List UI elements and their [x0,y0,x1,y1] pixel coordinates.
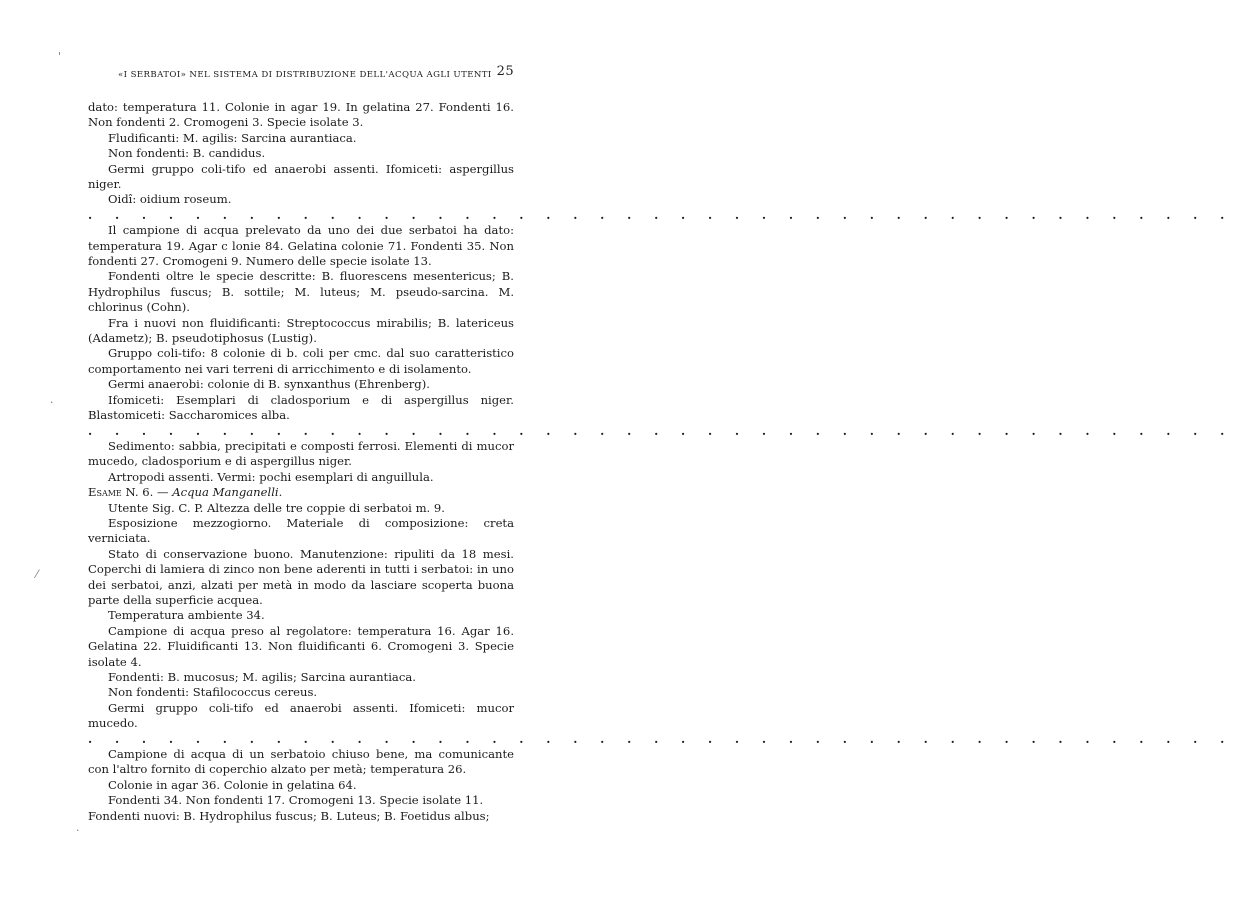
paragraph: dato: temperatura 11. Colonie in agar 19. In gelatina 27. Fondenti 16. Non fondenti 2. Cromogeni 3. Specie isolate 3. [88,100,514,130]
page-body [88,100,1234,824]
dotted-separator: . . . . . . . . . . . . . . . . . . . . . . . . . . . . . . . . . . . . . . . . . . . [88,207,1234,222]
paragraph: Ifomiceti: Esemplari di cladosporium e di aspergillus niger. Blastomiceti: Saccharomices alba. [88,392,514,423]
paragraph: Il campione di acqua prelevato da uno dei due serbatoi ha dato: temperatura 19. Agar c lonie 84. Gelatina colonie 71. Fondenti 35. Non fondenti 27. Cromogeni 9. Numero delle specie isolate 13. [88,223,514,269]
paragraph: Sedimento: sabbia, precipitati e composti ferrosi. Elementi di mucor mucedo, cladosporium e di aspergillus niger. [88,438,514,469]
paragraph: Gruppo coli-tifo: 8 colonie di b. coli per cmc. dal suo caratteristico comportamento nei vari terreni di arricchimento e di isolamento. [88,346,514,376]
paragraph: Non fondenti: Stafilococcus cereus. [108,685,318,700]
section-heading [88,485,514,500]
paragraph: Oidî: oidium roseum. [108,192,232,207]
paragraph: Fondenti nuovi: B. Hydrophilus fuscus; B. Luteus; B. Foetidus albus; [88,808,490,823]
dotted-separator: . . . . . . . . . . . . . . . . . . . . . . . . . . . . . . . . . . . . . . . . . . . [88,731,1234,746]
section-title: Acqua Manganelli. [172,485,283,500]
paragraph: Temperatura ambiente 34. [108,608,265,623]
page-number: 25 [496,64,514,79]
paragraph: Fludificanti: M. agilis: Sarcina aurantiaca. [108,130,357,145]
paragraph: Stato di conservazione buono. Manutenzione: ripuliti da 18 mesi. Coperchi di lamiera di zinco non bene aderenti in tutti i serbatoi: in uno dei serbatoi, anzi, alzati per metà in modo da lasciare scoperta buona parte della superficie acquea. [88,546,514,607]
paragraph: Artropodi assenti. Vermi: pochi esemplari di anguillula. [108,469,434,484]
paragraph: Esposizione mezzogiorno. Materiale di composizione: creta verniciata. [88,515,514,546]
margin-mark-bottom: · [76,824,80,837]
paragraph: Fondenti 34. Non fondenti 17. Cromogeni 13. Specie isolate 11. [108,793,484,808]
paragraph: Germi anaerobi: colonie di B. synxanthus (Ehrenberg). [108,377,430,392]
paragraph: Fondenti: B. mucosus; M. agilis; Sarcina aurantiaca. [108,670,416,684]
section-label: Esame N. 6. — [88,485,169,500]
margin-mark-lower: ⁄ [36,568,38,581]
paragraph: Germi gruppo coli-tifo ed anaerobi assenti. Ifomiceti: mucor mucedo. [88,700,514,731]
page [88,64,1234,824]
paragraph: Campione di acqua di un serbatoio chiuso bene, ma comunicante con l'altro fornito di coperchio alzato per metà; temperatura 26. [88,747,514,777]
paragraph: Fra i nuovi non fluidificanti: Streptococcus mirabilis; B. latericeus (Adametz); B. pseudotiphosus (Lustig). [88,315,514,346]
paragraph: Campione di acqua preso al regolatore: temperatura 16. Agar 16. Gelatina 22. Fluidificanti 13. Non fluidificanti 6. Cromogeni 3. Specie isolate 4. [88,623,514,669]
paragraph: Germi gruppo coli-tifo ed anaerobi assenti. Ifomiceti: aspergillus niger. [88,161,514,192]
paragraph: Utente Sig. C. P. Altezza delle tre coppie di serbatoi m. 9. [108,500,445,515]
paragraph: Fondenti oltre le specie descritte: B. fluorescens mesentericus; B. Hydrophilus fuscus; B. sottile; M. luteus; M. pseudo-sarcina. M. chlorinus (Cohn). [88,269,514,315]
margin-mark-top: ' [58,50,62,63]
dotted-separator: . . . . . . . . . . . . . . . . . . . . . . . . . . . . . . . . . . . . . . . . . . . [88,423,1234,438]
running-title: «I SERBATOI» NEL SISTEMA DI DISTRIBUZIONE DELL'ACQUA AGLI UTENTI [118,70,492,80]
page-header [88,64,514,84]
paragraph: Colonie in agar 36. Colonie in gelatina 64. [108,777,357,792]
paragraph: Non fondenti: B. candidus. [108,146,266,161]
margin-mark-middle: · [50,396,54,409]
